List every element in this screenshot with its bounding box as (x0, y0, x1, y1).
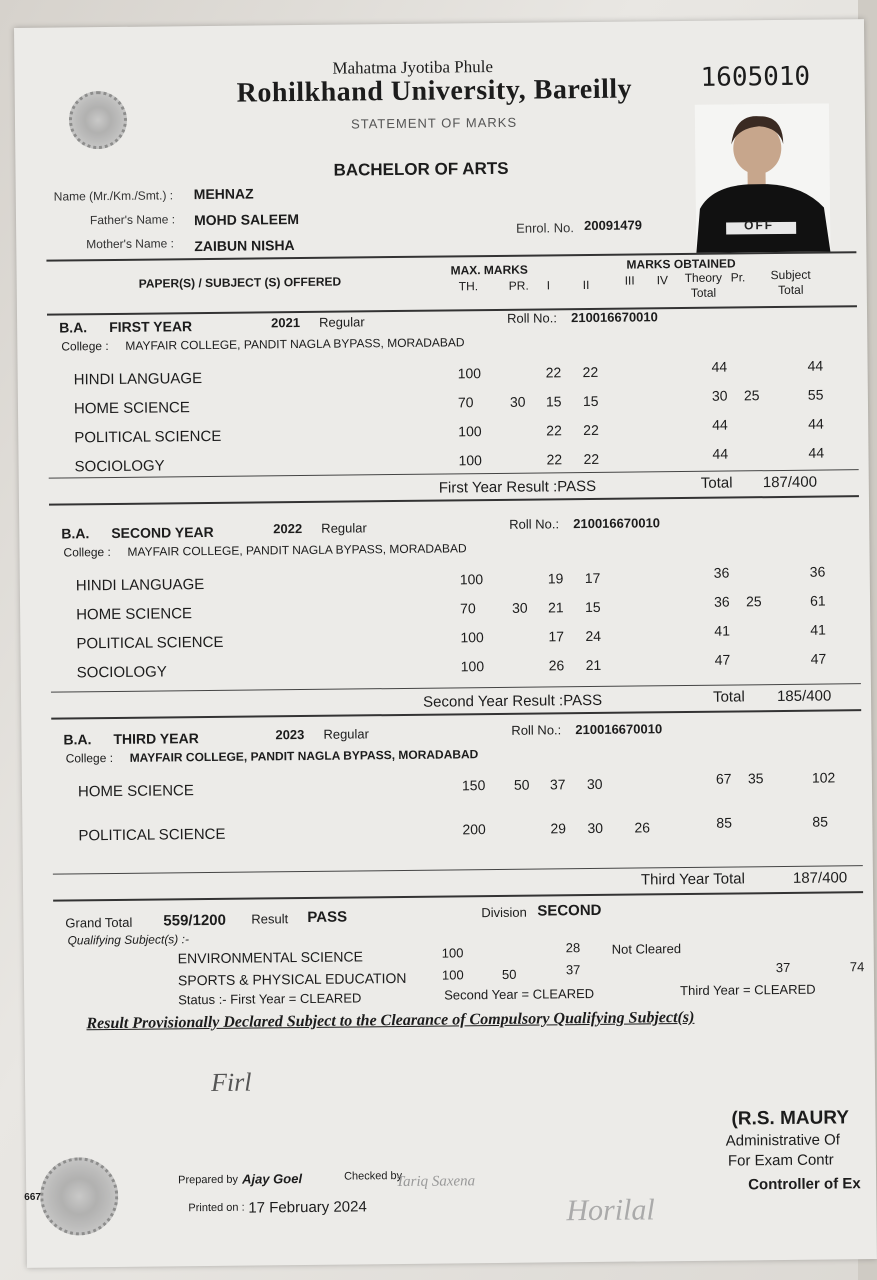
name-label: Name (Mr./Km./Smt.) : (53, 188, 174, 204)
college-label: College : (61, 339, 109, 354)
mark-total: 44 (808, 415, 824, 432)
mother-label: Mother's Name : (86, 236, 174, 252)
controller-title-1: Administrative Of (725, 1131, 840, 1150)
subject-name: POLITICAL SCIENCE (76, 633, 224, 653)
mark-i: 15 (545, 393, 562, 410)
roll-label: Roll No.: (509, 516, 560, 532)
mark-prac: 25 (745, 593, 762, 610)
year-level: B.A. (61, 525, 90, 542)
col-marks-obtained: MARKS OBTAINED (626, 256, 736, 272)
mark-total: 85 (812, 813, 829, 830)
mark-th: 100 (458, 452, 482, 469)
roll-number: 210016670010 (573, 515, 661, 532)
year-session: 2022 (273, 521, 303, 537)
mark-ii: 21 (585, 656, 602, 674)
mark-ii: 17 (584, 569, 601, 587)
subject-name: POLITICAL SCIENCE (78, 825, 226, 845)
q-obtained: 28 (565, 940, 581, 956)
mark-total: 44 (808, 444, 825, 461)
mark-i: 29 (550, 820, 567, 837)
mark-pr: 30 (512, 599, 528, 616)
university-logo (69, 91, 128, 150)
mark-i: 37 (549, 776, 566, 793)
printed-date: 17 February 2024 (248, 1198, 367, 1217)
year-mode: Regular (323, 726, 370, 742)
status-second: Second Year = CLEARED (444, 985, 595, 1003)
year-level: B.A. (63, 731, 92, 748)
mark-ii: 15 (585, 598, 601, 616)
marksheet (14, 19, 877, 1268)
left-signature: Firl (210, 1067, 252, 1097)
college-name: MAYFAIR COLLEGE, PANDIT NAGLA BYPASS, MORADABAD (125, 335, 465, 353)
year-mode: Regular (321, 520, 367, 536)
mark-th: 70 (460, 600, 476, 617)
q-prac: 37 (775, 959, 791, 976)
serial-number: 1605010 (700, 61, 811, 93)
year-total: 185/400 (776, 687, 832, 706)
prepared-label: Prepared by (178, 1173, 239, 1187)
col-pr: PR. (508, 278, 529, 293)
mark-i: 22 (546, 451, 563, 468)
father-label: Father's Name : (89, 212, 176, 228)
mark-prac: 35 (747, 770, 764, 787)
mark-ii: 22 (582, 363, 599, 381)
mark-th: 100 (459, 571, 484, 588)
college-label: College : (63, 545, 111, 560)
subject-name: SOCIOLOGY (74, 457, 165, 476)
q-total: 74 (849, 959, 865, 975)
grand-total-label: Grand Total (65, 914, 133, 931)
college-name: MAYFAIR COLLEGE, PANDIT NAGLA BYPASS, MORADABAD (127, 541, 467, 559)
year-name: FIRST YEAR (109, 318, 193, 336)
roll-label: Roll No.: (511, 722, 562, 738)
photo-badge: OFF (744, 218, 775, 233)
year-mode: Regular (319, 314, 365, 330)
mother-name: ZAIBUN NISHA (194, 237, 295, 255)
mark-th: 100 (457, 365, 482, 382)
mark-i: 26 (548, 657, 565, 674)
division: SECOND (537, 901, 602, 920)
subject-name: HINDI LANGUAGE (75, 576, 205, 595)
mark-prac: 25 (743, 387, 760, 404)
mark-ii: 30 (586, 775, 603, 793)
qualifying-subject: ENVIRONMENTAL SCIENCE (177, 948, 363, 967)
col-paper: PAPER(S) / SUBJECT (S) OFFERED (138, 274, 342, 291)
mark-theory-total: 44 (711, 358, 728, 375)
mark-th: 100 (458, 423, 482, 440)
subject-name: HINDI LANGUAGE (73, 370, 203, 389)
year-result: First Year Result :PASS (438, 477, 597, 497)
mark-total: 61 (809, 592, 826, 609)
mark-theory-total: 47 (714, 651, 731, 668)
divider (51, 709, 861, 719)
mark-pr: 50 (513, 776, 530, 793)
prepared-by: Ajay Goel (241, 1171, 303, 1187)
subject-name: HOME SCIENCE (76, 605, 193, 624)
mark-i: 22 (545, 364, 562, 381)
enrol-number: 20091479 (584, 217, 643, 234)
mark-theory-total: 85 (716, 814, 733, 831)
father-name: MOHD SALEEM (193, 211, 300, 229)
col-pr2: Pr. (730, 270, 746, 285)
q-status: Not Cleared (611, 941, 682, 957)
status-third: Third Year = CLEARED (680, 981, 816, 999)
col-theory-total: Theory Total (684, 270, 723, 300)
col-iii: III (624, 273, 635, 288)
divider (49, 469, 859, 478)
year-session: 2023 (275, 726, 305, 743)
college-name: MAYFAIR COLLEGE, PANDIT NAGLA BYPASS, MORADABAD (129, 747, 479, 765)
divider (53, 891, 863, 901)
mark-pr: 30 (509, 393, 526, 410)
roll-label: Roll No.: (506, 310, 558, 326)
subject-name: POLITICAL SCIENCE (74, 427, 222, 447)
divider (47, 305, 857, 315)
printed-label: Printed on : (188, 1201, 245, 1215)
col-subject-total: Subject Total (770, 267, 811, 298)
student-photo (695, 103, 831, 252)
mark-theory-total: 44 (712, 445, 729, 462)
col-i: I (546, 278, 551, 293)
statement-of-marks: STATEMENT OF MARKS (350, 114, 518, 132)
roll-number: 210016670010 (575, 721, 663, 738)
mark-i: 21 (548, 599, 564, 616)
year-total-label: Total (700, 474, 733, 492)
mark-total: 36 (809, 563, 826, 580)
mark-theory-total: 30 (711, 387, 728, 404)
margin-number: 667 (24, 1191, 41, 1203)
subject-name: HOME SCIENCE (73, 399, 190, 418)
division-label: Division (481, 904, 527, 921)
mark-i: 22 (546, 422, 562, 439)
col-iv: IV (656, 273, 669, 288)
col-ii: II (582, 277, 590, 293)
q-max-th: 100 (441, 967, 464, 983)
mark-ii: 22 (583, 421, 599, 439)
year-result: Second Year Result :PASS (422, 691, 603, 711)
degree-title: BACHELOR OF ARTS (333, 158, 509, 180)
year-total: 187/400 (792, 869, 848, 887)
mark-ii: 30 (587, 819, 604, 837)
univ-line1: Mahatma Jyotiba Phule (332, 56, 494, 78)
university-name: Rohilkhand University, Bareilly (236, 73, 633, 109)
col-th: TH. (458, 279, 479, 294)
mark-th: 70 (457, 394, 474, 411)
result-label: Result (251, 911, 289, 927)
mark-theory-total: 67 (715, 770, 732, 787)
qualifying-subject: SPORTS & PHYSICAL EDUCATION (177, 969, 407, 989)
student-name: MEHNAZ (193, 185, 254, 203)
mark-th: 200 (462, 821, 486, 838)
divider (49, 495, 859, 505)
q-max-pr: 50 (501, 966, 517, 982)
year-level: B.A. (59, 319, 88, 336)
q-max-th: 100 (441, 945, 464, 961)
mark-th: 100 (460, 629, 484, 646)
col-max-marks: MAX. MARKS (450, 262, 528, 278)
mark-total: 47 (810, 650, 827, 667)
mark-total: 41 (810, 621, 827, 638)
checked-by: Tariq Saxena (396, 1173, 476, 1191)
final-result: PASS (307, 908, 348, 926)
q-obtained: 37 (565, 962, 581, 978)
year-total-label: Total (712, 688, 745, 706)
mark-theory-total: 41 (714, 622, 731, 639)
year-total: 187/400 (762, 473, 818, 492)
roll-number: 210016670010 (570, 309, 658, 326)
controller-title-3: Controller of Ex (748, 1175, 861, 1194)
checked-label: Checked by (343, 1169, 403, 1183)
college-label: College : (65, 751, 114, 766)
year-name: THIRD YEAR (113, 730, 199, 747)
university-seal (40, 1157, 119, 1236)
mark-iii: 26 (634, 819, 651, 836)
mark-total: 102 (811, 769, 836, 786)
year-name: SECOND YEAR (111, 523, 214, 542)
year-total-label: Third Year Total (640, 870, 746, 889)
grand-total: 559/1200 (163, 911, 227, 930)
year-session: 2021 (271, 315, 301, 331)
mark-theory-total: 36 (713, 564, 730, 581)
provisional-note: Result Provisionally Declared Subject to the Clearance of Compulsory Qualifying Subject(s) (86, 1008, 695, 1033)
mark-total: 55 (807, 386, 824, 403)
mark-theory-total: 44 (712, 416, 728, 433)
mark-ii: 22 (583, 450, 600, 468)
enrol-label: Enrol. No. (516, 220, 575, 236)
mark-ii: 15 (582, 392, 599, 410)
office-stamp: Horilal (566, 1193, 655, 1228)
status-first: Status :- First Year = CLEARED (178, 990, 362, 1008)
qualifying-label: Qualifying Subject(s) :- (67, 932, 190, 948)
mark-th: 150 (461, 777, 486, 794)
mark-theory-total: 36 (713, 593, 730, 610)
mark-th: 100 (460, 658, 485, 675)
mark-i: 17 (548, 628, 565, 645)
mark-ii: 24 (585, 627, 602, 645)
mark-total: 44 (807, 357, 824, 374)
subject-name: SOCIOLOGY (76, 663, 167, 682)
controller-name: (R.S. MAURY (731, 1107, 850, 1130)
controller-title-2: For Exam Contr (727, 1151, 834, 1170)
mark-i: 19 (547, 570, 564, 587)
subject-name: HOME SCIENCE (77, 782, 194, 801)
